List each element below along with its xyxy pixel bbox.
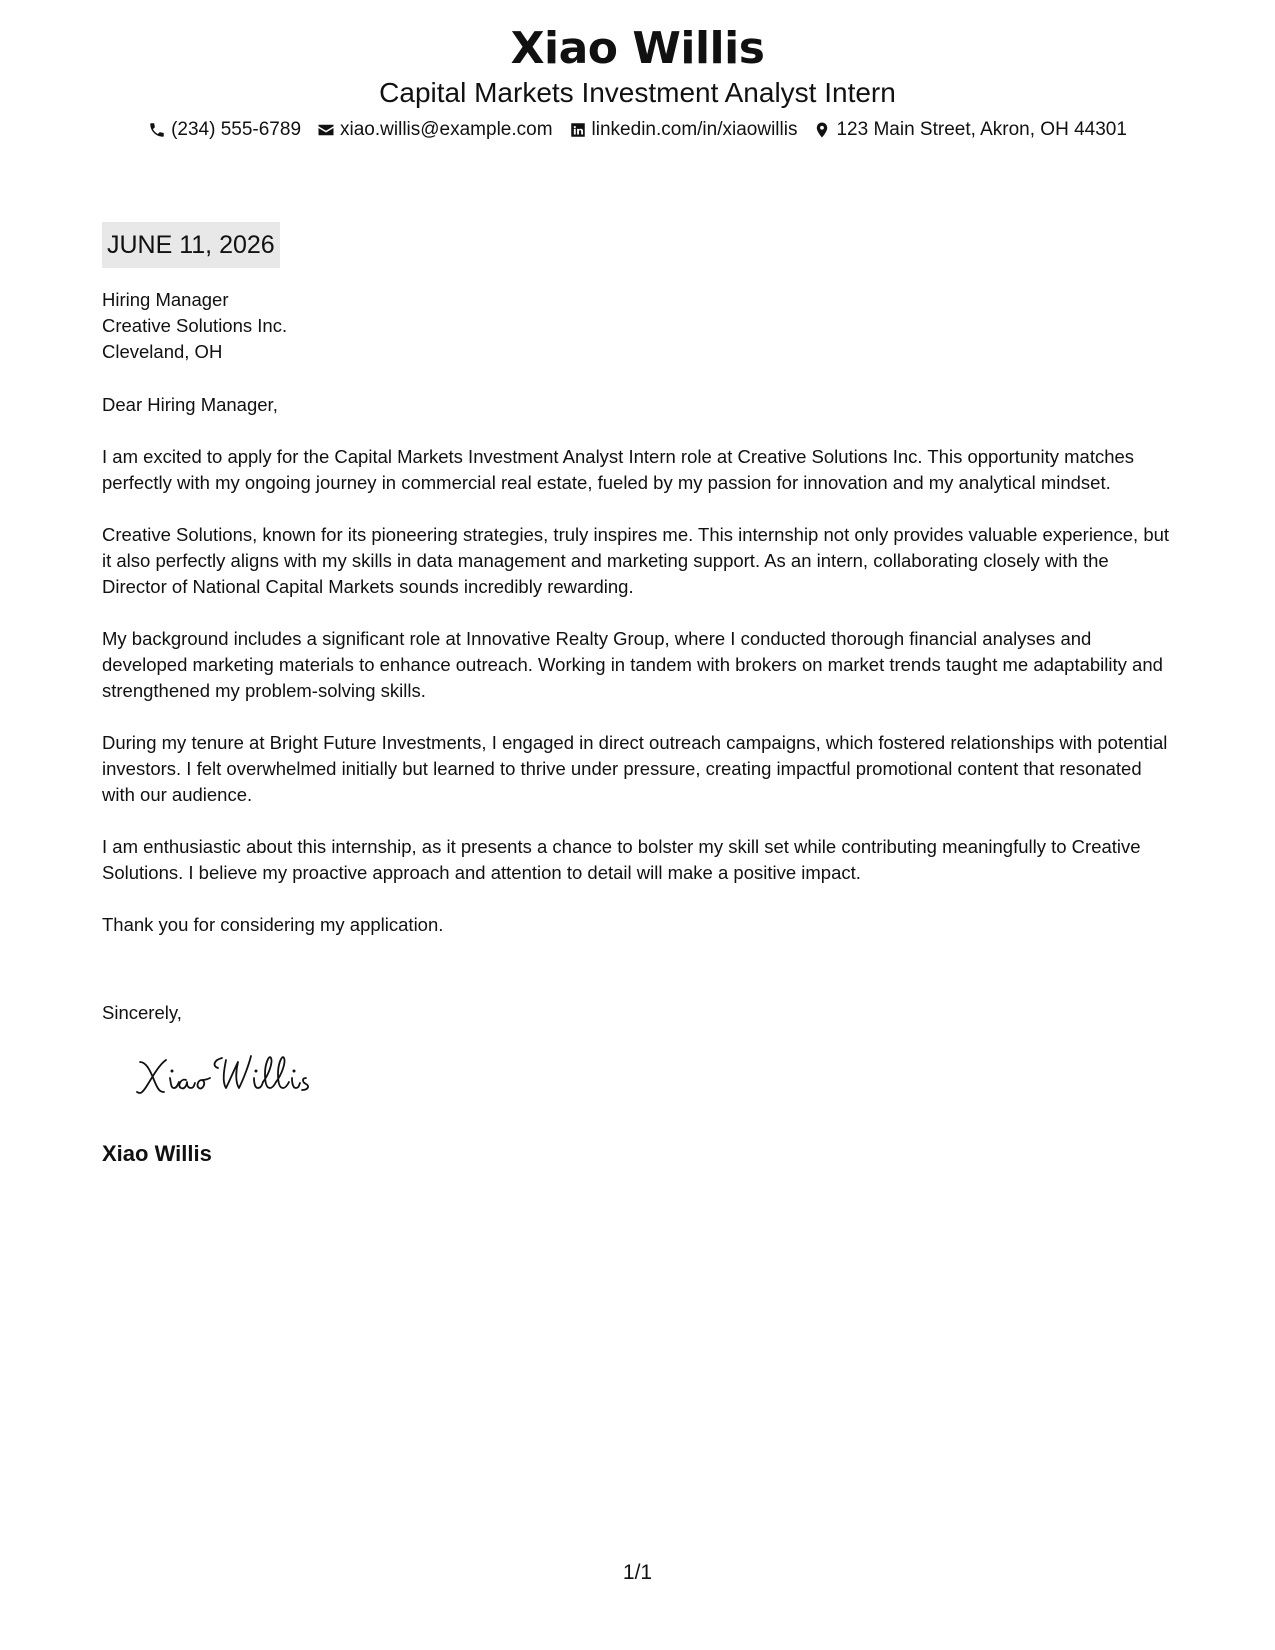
handwritten-signature bbox=[136, 1052, 326, 1098]
phone-icon bbox=[148, 121, 166, 139]
body-paragraph: During my tenure at Bright Future Investments, I engaged in direct outreach campaigns, which fostered relationships with potential investors. I felt overwhelmed initially but learned to thrive under pressure, creating impactful promotional content that resonated with our audience. bbox=[102, 732, 1168, 805]
phone-text: (234) 555-6789 bbox=[171, 119, 302, 140]
map-pin-icon bbox=[813, 121, 831, 139]
recipient-line: Creative Solutions Inc. bbox=[102, 315, 288, 336]
body-paragraph: I am excited to apply for the Capital Markets Investment Analyst Intern role at Creative Solutions Inc. This opportunity matches perfectly with my ongoing journey in commercial real estate, fueled by my passion for innovation and my analytical mindset. bbox=[102, 446, 1135, 493]
body-paragraph: Creative Solutions, known for its pioneering strategies, truly inspires me. This internship not only provides valuable experience, but it also perfectly aligns with my skills in data management and marketing support. As an intern, collaborating closely with the Director of National Capital Markets sounds incredibly rewarding. bbox=[102, 524, 1170, 597]
linkedin-icon bbox=[569, 121, 587, 139]
linkedin-text: linkedin.com/in/xiaowillis bbox=[591, 119, 798, 140]
applicant-title: Capital Markets Investment Analyst Intern bbox=[379, 77, 896, 108]
signer-name: Xiao Willis bbox=[102, 1141, 212, 1166]
email-text: xiao.willis@example.com bbox=[340, 119, 553, 140]
body-paragraph: My background includes a significant role at Innovative Realty Group, where I conducted thorough financial analyses and developed marketing materials to enhance outreach. Working in tandem with brokers on market trends taught me adaptability and strengthened my problem-solving skills. bbox=[102, 628, 1163, 701]
recipient-line: Hiring Manager bbox=[102, 289, 229, 310]
body-paragraph: I am enthusiastic about this internship, as it presents a chance to bolster my skill set while contributing meaningfully to Creative Solutions. I believe my proactive approach and attention to detail will make a positive impact. bbox=[102, 836, 1141, 883]
contact-bar bbox=[0, 118, 1275, 142]
address-text: 123 Main Street, Akron, OH 44301 bbox=[836, 119, 1127, 140]
applicant-name: Xiao Willis bbox=[510, 23, 765, 74]
letter-header bbox=[0, 22, 1275, 142]
contact-linkedin[interactable] bbox=[569, 118, 798, 142]
closing: Sincerely, bbox=[102, 1002, 182, 1023]
page-indicator: 1/1 bbox=[622, 1561, 653, 1584]
letter-body bbox=[102, 392, 1177, 964]
contact-address bbox=[813, 118, 1126, 142]
contact-phone[interactable] bbox=[148, 118, 301, 142]
letter-date: JUNE 11, 2026 bbox=[102, 222, 280, 268]
salutation: Dear Hiring Manager, bbox=[102, 394, 278, 415]
body-paragraph: Thank you for considering my application. bbox=[102, 914, 444, 935]
envelope-icon bbox=[317, 121, 335, 139]
contact-email[interactable] bbox=[317, 118, 553, 142]
recipient-block bbox=[102, 287, 287, 365]
recipient-line: Cleveland, OH bbox=[102, 341, 223, 362]
